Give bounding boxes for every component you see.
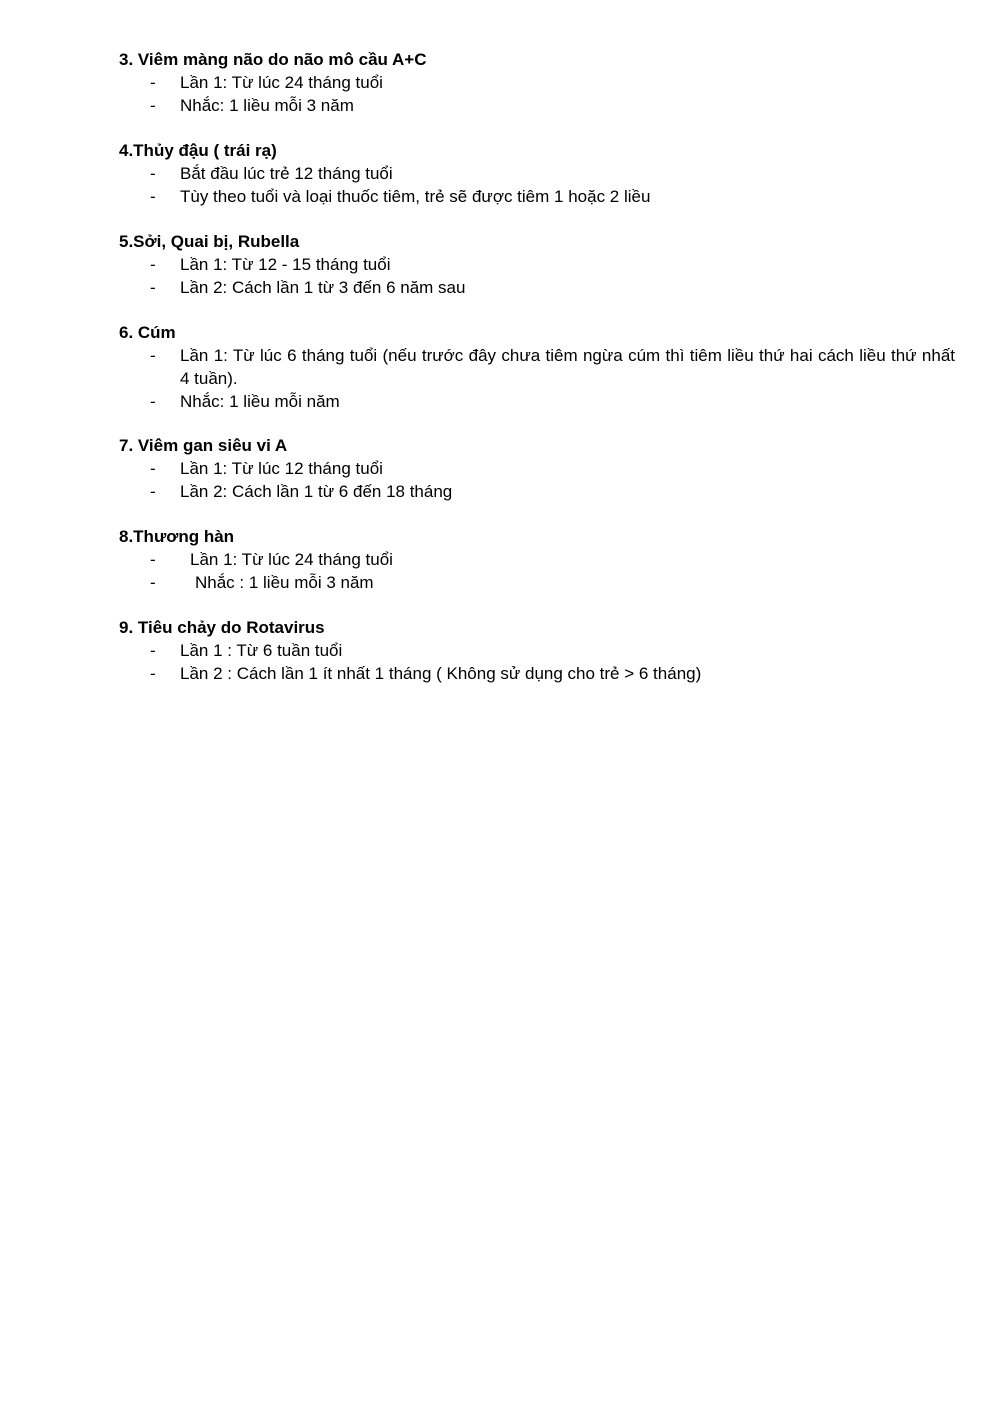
list-item	[119, 639, 969, 662]
list-item	[119, 185, 969, 208]
bullet-dash: -	[150, 278, 156, 297]
section-heading: 3. Viêm màng não do não mô cầu A+C	[119, 50, 427, 69]
list-item-text: Lần 2: Cách lần 1 từ 3 đến 6 năm sau	[180, 278, 466, 297]
list-item	[119, 344, 969, 390]
list-item-text: Lần 1: Từ lúc 24 tháng tuổi	[180, 73, 383, 92]
list-item-text: Bắt đầu lúc trẻ 12 tháng tuổi	[180, 164, 393, 183]
list-item	[119, 662, 969, 685]
bullet-dash: -	[150, 550, 156, 569]
list-item	[119, 94, 969, 117]
list-item-text: Lần 2: Cách lần 1 từ 6 đến 18 tháng	[180, 482, 453, 501]
list-item	[119, 457, 969, 480]
section-heading: 7. Viêm gan siêu vi A	[119, 436, 288, 455]
bullet-dash: -	[150, 255, 156, 274]
list-item-text: Nhắc: 1 liều mỗi 3 năm	[180, 96, 354, 115]
section-heading: 5.Sởi, Quai bị, Rubella	[119, 232, 300, 251]
list-item-text: Lần 1 : Từ 6 tuần tuổi	[180, 641, 343, 660]
list-item	[119, 548, 969, 571]
bullet-dash: -	[150, 187, 156, 206]
bullet-dash: -	[150, 392, 156, 411]
bullet-dash: -	[150, 346, 156, 365]
list-item-text: Lần 1: Từ lúc 12 tháng tuổi	[180, 459, 383, 478]
list-item-text: Lần 1: Từ lúc 6 tháng tuổi (nếu trước đây chưa tiêm ngừa cúm thì tiêm liều thứ hai cách liều thứ nhất 4 tuần).	[180, 346, 955, 388]
list-item-text: Nhắc : 1 liều mỗi 3 năm	[195, 573, 374, 592]
section-flu	[119, 322, 969, 413]
section-chickenpox	[119, 140, 969, 208]
bullet-dash: -	[150, 641, 156, 660]
section-meningitis	[119, 49, 969, 117]
bullet-dash: -	[150, 573, 156, 592]
bullet-dash: -	[150, 96, 156, 115]
section-rotavirus	[119, 617, 969, 685]
list-item	[119, 480, 969, 503]
bullet-dash: -	[150, 482, 156, 501]
section-mmr	[119, 231, 969, 299]
list-item-text: Nhắc: 1 liều mỗi năm	[180, 392, 340, 411]
section-heading: 6. Cúm	[119, 323, 176, 342]
bullet-dash: -	[150, 164, 156, 183]
list-item-text: Lần 1: Từ lúc 24 tháng tuổi	[190, 550, 393, 569]
list-item-text: Lần 2 : Cách lần 1 ít nhất 1 tháng ( Không sử dụng cho trẻ > 6 tháng)	[180, 664, 702, 683]
list-item-text: Lần 1: Từ 12 - 15 tháng tuổi	[180, 255, 391, 274]
list-item	[119, 276, 969, 299]
section-heading: 8.Thương hàn	[119, 527, 235, 546]
list-item	[119, 253, 969, 276]
bullet-dash: -	[150, 459, 156, 478]
section-hepatitis-a	[119, 435, 969, 503]
bullet-dash: -	[150, 73, 156, 92]
list-item-text: Tùy theo tuổi và loại thuốc tiêm, trẻ sẽ được tiêm 1 hoặc 2 liều	[180, 187, 651, 206]
section-heading: 4.Thủy đậu ( trái rạ)	[119, 141, 277, 160]
section-heading: 9. Tiêu chảy do Rotavirus	[119, 618, 325, 637]
bullet-dash: -	[150, 664, 156, 683]
section-typhoid	[119, 526, 969, 594]
list-item	[119, 71, 969, 94]
list-item	[119, 162, 969, 185]
list-item	[119, 390, 969, 413]
list-item	[119, 571, 969, 594]
